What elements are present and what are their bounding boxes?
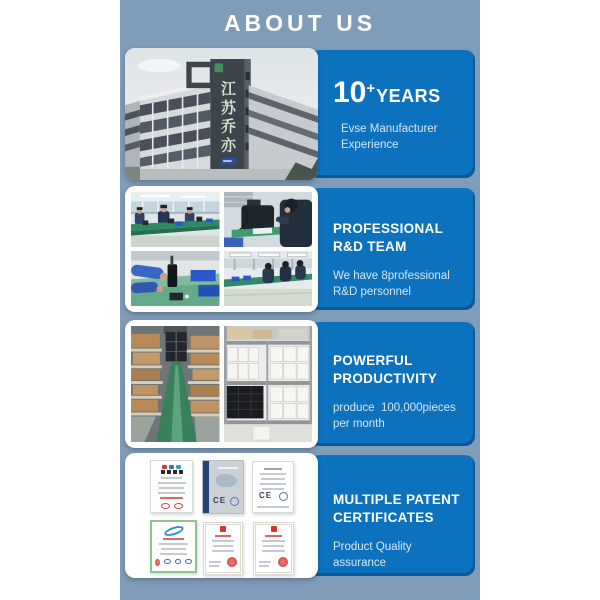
warehouse-shelves-photo <box>224 326 313 442</box>
cert-spine <box>203 461 209 513</box>
experience-panel <box>309 50 475 178</box>
certificate-patent-2 <box>253 522 294 575</box>
building-sign-char-4: 亦 <box>220 137 236 155</box>
building-sign-char-3: 乔 <box>220 118 236 136</box>
page-title: ABOUT US <box>223 9 377 36</box>
factory-building-photo <box>125 48 318 180</box>
workshop-photo-1 <box>131 192 220 247</box>
experience-description: Evse Manufacturer Experience <box>341 123 438 152</box>
emblem-icon <box>271 526 277 532</box>
page-header <box>120 0 480 46</box>
warehouse-photo-collage <box>125 320 318 448</box>
rd-team-panel <box>309 188 475 310</box>
certificates-panel <box>309 455 475 576</box>
building-sign-char-2: 苏 <box>220 99 236 117</box>
workshop-photo-3 <box>131 251 220 306</box>
certificate-iso-green <box>150 520 197 573</box>
company-logo-icon <box>215 63 224 72</box>
workshop-photo-collage <box>125 186 318 312</box>
rd-team-heading: PROFESSIONAL R&D TEAM <box>333 221 444 254</box>
red-stamps-icon <box>154 503 189 509</box>
certificates-heading: MULTIPLE PATENT CERTIFICATES <box>333 492 460 525</box>
building-sign-char-1: 江 <box>220 80 236 99</box>
stat-value: 10 <box>333 76 367 109</box>
cert-logos-icon <box>154 465 189 469</box>
productivity-heading: POWERFUL PRODUCTIVITY <box>333 353 438 386</box>
certificate-ccc <box>150 460 193 513</box>
certificate-ce-white <box>252 461 294 513</box>
cert-footer-text <box>209 559 221 567</box>
content-column <box>120 0 480 600</box>
years-stat <box>333 78 467 108</box>
certificate-ce-gray <box>202 460 244 514</box>
seals-row-icon <box>155 559 192 566</box>
certificates-photo <box>125 453 318 578</box>
stat-plus: + <box>366 80 376 97</box>
blue-seal-icon <box>230 497 239 506</box>
red-seal-icon <box>227 557 237 567</box>
red-seal-icon <box>278 557 288 567</box>
productivity-panel <box>309 322 475 446</box>
iso-logo-icon <box>163 524 184 538</box>
ce-mark-label: CE <box>259 491 273 500</box>
rd-team-description: We have 8professional R&D personnel <box>333 270 450 299</box>
section-rd-team <box>125 186 475 312</box>
emblem-icon <box>220 526 226 532</box>
workshop-photo-2 <box>224 192 313 247</box>
certificates-description: Product Quality assurance <box>333 541 412 570</box>
factory-building-image <box>125 48 318 180</box>
ce-mark-label: CE <box>213 496 227 505</box>
certificate-patent-1 <box>203 522 243 575</box>
section-experience <box>125 48 475 180</box>
section-certificates <box>125 453 475 578</box>
warehouse-aisle-photo <box>131 326 220 442</box>
section-productivity <box>125 320 475 448</box>
blue-seal-icon <box>279 492 288 501</box>
productivity-description: produce 100,000pieces per month <box>333 402 456 431</box>
world-map-icon <box>216 474 237 487</box>
cert-footer-text <box>259 559 271 567</box>
stat-unit: YEARS <box>376 86 441 106</box>
workshop-photo-4 <box>224 251 313 306</box>
